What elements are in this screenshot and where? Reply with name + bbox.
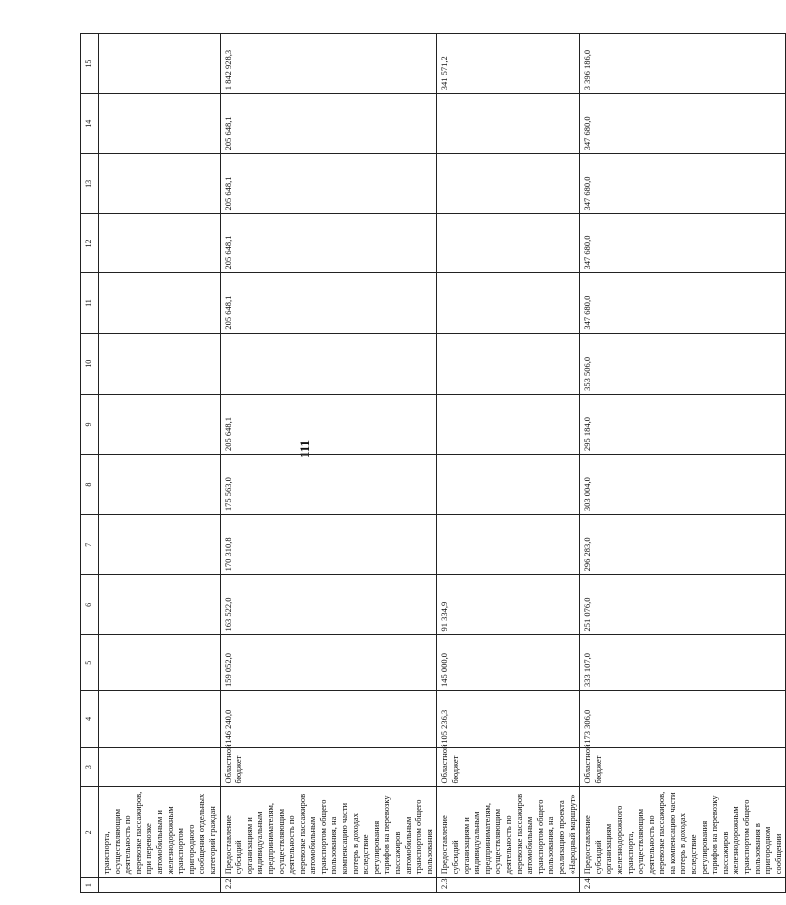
header-cell: 1 <box>81 878 99 893</box>
header-cell: 12 <box>81 214 99 273</box>
total-cell: 3 396 186,0 <box>580 34 786 94</box>
value-cell <box>437 273 580 333</box>
value-cell <box>437 333 580 394</box>
total-cell: 341 571,2 <box>437 34 580 94</box>
value-cell: 173 306,0 <box>580 691 786 748</box>
header-cell: 3 <box>81 747 99 787</box>
header-cell: 14 <box>81 94 99 154</box>
row-code: 2.3 <box>437 878 580 893</box>
value-cell: 347 680,0 <box>580 214 786 273</box>
value-cell: 251 076,0 <box>580 575 786 635</box>
value-cell: 303 004,0 <box>580 455 786 515</box>
value-cell: 205 648,1 <box>220 273 437 333</box>
value-cell <box>437 394 580 454</box>
value-cell <box>99 154 221 214</box>
table-row <box>99 34 221 893</box>
value-cell: 159 052,0 <box>220 635 437 691</box>
header-cell: 9 <box>81 394 99 454</box>
value-cell <box>99 691 221 748</box>
row-source <box>99 747 221 787</box>
value-cell: 353 506,0 <box>580 333 786 394</box>
header-cell: 5 <box>81 635 99 691</box>
rotated-table-container <box>80 33 783 893</box>
table-row <box>580 34 786 893</box>
row-name: Предоставление субсидий организациям и индивидуальным предпринимателям, осуществляющим деятельность по перевозке пассажиров автомобильным транспортом общего пользования, на компенсацию части потерь в доходах вследствие регулирования тарифов на перевозку пассажиров автомобильным транспортом общего пользования <box>220 787 437 878</box>
row-name: транспорта, осуществляющим деятельность по перевозке пассажиров, при перевозке автомобильным и железнодорожным транспортом пригородного сообщения отдельных категорий граждан <box>99 787 221 878</box>
value-cell: 105 236,3 <box>437 691 580 748</box>
total-cell: 1 842 928,3 <box>220 34 437 94</box>
value-cell <box>99 394 221 454</box>
value-cell: 333 107,0 <box>580 635 786 691</box>
value-cell: 295 184,0 <box>580 394 786 454</box>
header-cell: 13 <box>81 154 99 214</box>
value-cell: 91 334,9 <box>437 575 580 635</box>
value-cell: 205 648,1 <box>220 94 437 154</box>
value-cell: 146 240,0 <box>220 691 437 748</box>
header-cell: 2 <box>81 787 99 878</box>
row-code: 2.4 <box>580 878 786 893</box>
value-cell: 205 648,1 <box>220 214 437 273</box>
value-cell <box>437 455 580 515</box>
value-cell <box>220 333 437 394</box>
header-cell: 8 <box>81 455 99 515</box>
value-cell: 347 680,0 <box>580 94 786 154</box>
row-name: Предоставление субсидий организациям железнодорожного транспорта, осуществляющим деятельность по перевозке пассажиров, на компенсацию части потерь в доходах вследствие регулирования тарифов на перевозку пассажиров железнодорожным транспортом общего пользования в пригородном сообщении <box>580 787 786 878</box>
table-row <box>437 34 580 893</box>
header-cell: 11 <box>81 273 99 333</box>
value-cell: 175 563,0 <box>220 455 437 515</box>
page-number: 111 <box>297 439 313 459</box>
value-cell <box>437 515 580 575</box>
value-cell: 347 680,0 <box>580 273 786 333</box>
value-cell <box>437 214 580 273</box>
value-cell <box>99 515 221 575</box>
value-cell: 163 522,0 <box>220 575 437 635</box>
row-code <box>99 878 221 893</box>
value-cell: 205 648,1 <box>220 154 437 214</box>
header-cell: 4 <box>81 691 99 748</box>
table-row <box>220 34 437 893</box>
value-cell <box>99 214 221 273</box>
value-cell <box>99 455 221 515</box>
total-cell <box>99 34 221 94</box>
value-cell: 145 000,0 <box>437 635 580 691</box>
value-cell <box>99 273 221 333</box>
row-name: Предоставление субсидий организациям и индивидуальным предпринимателям, осуществляющим деятельность по перевозке пассажиров автомобильным транспортом общего пользования, на реализацию проекта «Народный маршрут» <box>437 787 580 878</box>
value-cell <box>437 94 580 154</box>
row-source: Областной бюджет <box>437 747 580 787</box>
row-code: 2.2 <box>220 878 437 893</box>
value-cell <box>99 635 221 691</box>
header-cell: 15 <box>81 34 99 94</box>
value-cell: 170 310,8 <box>220 515 437 575</box>
header-row <box>81 34 99 893</box>
value-cell <box>99 575 221 635</box>
value-cell <box>99 333 221 394</box>
value-cell <box>99 94 221 154</box>
value-cell: 347 680,0 <box>580 154 786 214</box>
row-source: Областной бюджет <box>220 747 437 787</box>
header-cell: 7 <box>81 515 99 575</box>
budget-table <box>80 33 786 893</box>
header-cell: 6 <box>81 575 99 635</box>
value-cell: 296 283,0 <box>580 515 786 575</box>
value-cell: 205 648,1 <box>220 394 437 454</box>
header-cell: 10 <box>81 333 99 394</box>
row-source: Областной бюджет <box>580 747 786 787</box>
value-cell <box>437 154 580 214</box>
